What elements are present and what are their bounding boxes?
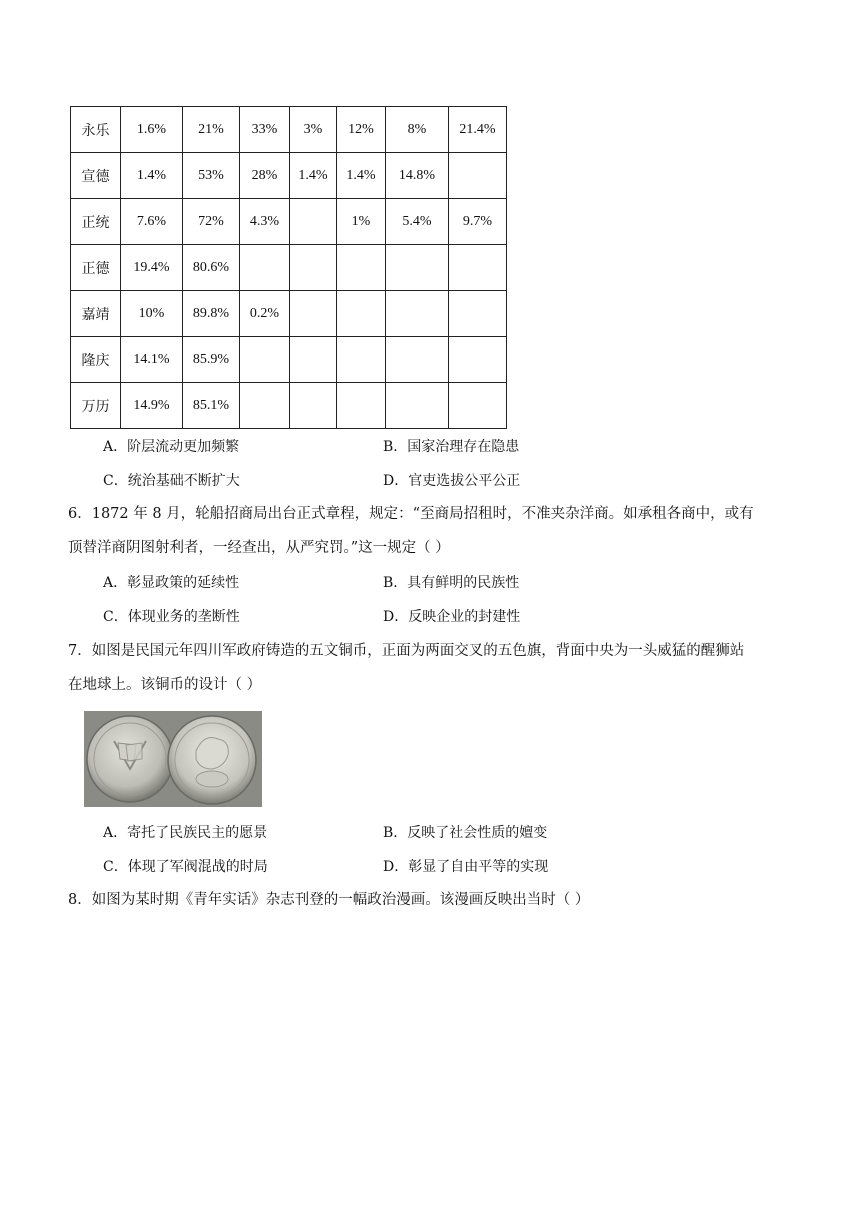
table-cell: [449, 153, 507, 199]
table-row: [71, 107, 507, 153]
table-cell: 19.4%: [121, 245, 183, 291]
table-row-label: 正统: [71, 199, 121, 245]
table-cell: [386, 245, 449, 291]
q6-option-b[interactable]: B．具有鲜明的民族性: [383, 575, 520, 591]
q6-option-d[interactable]: D．反映企业的封建性: [383, 609, 521, 625]
q7-stem: [68, 634, 810, 702]
table-cell: [290, 383, 337, 429]
table-cell: 21%: [183, 107, 240, 153]
table-cell: [290, 291, 337, 337]
table-cell: 14.1%: [121, 337, 183, 383]
table-cell: [337, 383, 386, 429]
table-cell: 85.1%: [183, 383, 240, 429]
q6-stem-line-2: 顶替洋商阴图射利者，一经查出，从严究罚。”这一规定（ ）: [68, 540, 450, 556]
table-row: [71, 337, 507, 383]
table-row: [71, 383, 507, 429]
table-cell: 12%: [337, 107, 386, 153]
table-row-label: 隆庆: [71, 337, 121, 383]
table-cell: [337, 245, 386, 291]
q5-option-a[interactable]: A．阶层流动更加频繁: [103, 439, 240, 455]
table-row: [71, 291, 507, 337]
table-cell: [386, 383, 449, 429]
q7-stem-line-2: 在地球上。该铜币的设计（ ）: [68, 677, 262, 693]
table-cell: 5.4%: [386, 199, 449, 245]
table-cell: [240, 245, 290, 291]
table-row-label: 万历: [71, 383, 121, 429]
table-cell: 10%: [121, 291, 183, 337]
table-cell: 1.4%: [290, 153, 337, 199]
table-cell: 3%: [290, 107, 337, 153]
table-row-label: 正德: [71, 245, 121, 291]
q5-option-b[interactable]: B．国家治理存在隐患: [383, 439, 520, 455]
q7-stem-line-1: 7．如图是民国元年四川军政府铸造的五文铜币，正面为两面交叉的五色旗，背面中央为一头威猛的醒狮站: [68, 643, 745, 659]
table-cell: 1.6%: [121, 107, 183, 153]
table-cell: 14.9%: [121, 383, 183, 429]
table-row: [71, 153, 507, 199]
q7-option-c[interactable]: C．体现了军阀混战的时局: [103, 859, 268, 875]
table-cell: [337, 291, 386, 337]
table-cell: [449, 383, 507, 429]
q5-option-c[interactable]: C．统治基础不断扩大: [103, 473, 240, 489]
table-cell: [449, 291, 507, 337]
table-cell: [386, 291, 449, 337]
q7-option-b[interactable]: B．反映了社会性质的嬗变: [383, 825, 548, 841]
q7-option-d[interactable]: D．彰显了自由平等的实现: [383, 859, 549, 875]
q6-stem: [68, 497, 810, 565]
table-cell: 1.4%: [337, 153, 386, 199]
q7-option-a[interactable]: A．寄托了民族民主的愿景: [103, 825, 268, 841]
table-cell: [290, 337, 337, 383]
table-cell: 53%: [183, 153, 240, 199]
table-row-label: 永乐: [71, 107, 121, 153]
coin-photo: [84, 711, 262, 807]
table-cell: [240, 337, 290, 383]
table-row: [71, 245, 507, 291]
table-row-label: 宣德: [71, 153, 121, 199]
q6-option-c[interactable]: C．体现业务的垄断性: [103, 609, 240, 625]
table-cell: 9.7%: [449, 199, 507, 245]
data-table: [70, 106, 507, 429]
table-cell: 89.8%: [183, 291, 240, 337]
table-cell: 1.4%: [121, 153, 183, 199]
table-cell: [290, 245, 337, 291]
q8-stem-line-1: 8．如图为某时期《青年实话》杂志刊登的一幅政治漫画。该漫画反映出当时（ ）: [68, 892, 590, 908]
table-cell: [449, 337, 507, 383]
table-cell: 28%: [240, 153, 290, 199]
table-cell: 4.3%: [240, 199, 290, 245]
table-cell: 80.6%: [183, 245, 240, 291]
table-cell: 0.2%: [240, 291, 290, 337]
table-cell: 1%: [337, 199, 386, 245]
table-row: [71, 199, 507, 245]
table-cell: 21.4%: [449, 107, 507, 153]
table-cell: 14.8%: [386, 153, 449, 199]
q5-option-d[interactable]: D．官吏选拔公平公正: [383, 473, 521, 489]
table-cell: [240, 383, 290, 429]
table-cell: 85.9%: [183, 337, 240, 383]
table-cell: [449, 245, 507, 291]
table-cell: [290, 199, 337, 245]
coin-illustration: [84, 711, 262, 807]
table-cell: [386, 337, 449, 383]
table-cell: 8%: [386, 107, 449, 153]
table-row-label: 嘉靖: [71, 291, 121, 337]
q6-option-a[interactable]: A．彰显政策的延续性: [103, 575, 240, 591]
table-cell: [337, 337, 386, 383]
q8-stem: [68, 883, 810, 917]
q6-stem-line-1: 6．1872 年 8 月，轮船招商局出台正式章程，规定：“至商局招租时，不准夹杂洋商。如承租各商中，或有: [68, 506, 754, 522]
table-cell: 33%: [240, 107, 290, 153]
table-cell: 7.6%: [121, 199, 183, 245]
table-cell: 72%: [183, 199, 240, 245]
